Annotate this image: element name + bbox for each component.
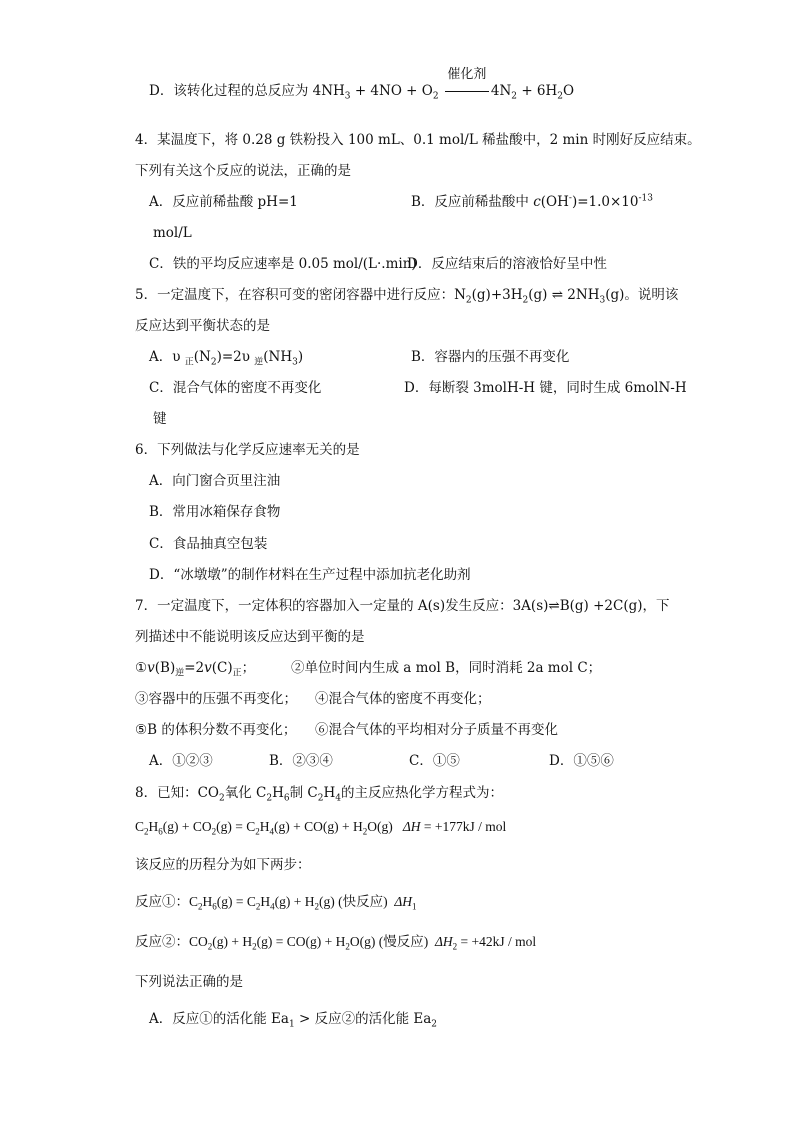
q7-stem-line2: 列描述中不能说明该反应达到平衡的是 [135, 629, 365, 645]
q4-option-b-unit: mol/L [153, 225, 192, 241]
q4-option-c: C．铁的平均反应速率是 0.05 mol/(L·.min) [149, 256, 417, 272]
q6-option-a: A．向门窗合页里注油 [149, 473, 281, 489]
q4-option-b: B．反应前稀盐酸中 $c(OH^-)=1.0\times 10^{-13}$ [411, 193, 653, 210]
q6-option-b: B．常用冰箱保存食物 [149, 504, 281, 520]
q7-statement-4: ④混合气体的密度不再变化； [315, 691, 491, 707]
q7-statement-6: ⑥混合气体的平均相对分子质量不再变化 [315, 722, 558, 738]
q5-stem-line1: 5．一定温度下，在容积可变的密闭容器中进行反应：$N_2(g)+3H_2(g)$ ⇌ $2NH_3(g)$。说明该 [135, 287, 679, 306]
q3-option-d: D．该转化过程的总反应为 $4NH_3 + 4NO + O_2$ 催化剂 $4N_2 + 6H_2O$ [149, 67, 575, 102]
q8-stem: 8．已知：$CO_2$氧化 $C_2H_6$制 $C_2H_4$的主反应热化学方程式为： [135, 785, 503, 804]
q5-option-d-cont: 键 [153, 411, 167, 427]
q8-question: 下列说法正确的是 [135, 974, 243, 990]
q7-option-b: B．②③④ [269, 753, 333, 769]
catalyst-label: 催化剂 [447, 67, 487, 82]
q5-option-c: C．混合气体的密度不再变化 [149, 380, 322, 396]
q5-option-b: B．容器内的压强不再变化 [411, 349, 570, 365]
q7-statement-5: ⑤B 的体积分数不再变化； [135, 722, 297, 738]
q8-reaction-1: 反应①：$C_2H_6(g) = C_2H_4(g) + H_2(g)$ (快反应) $\Delta H_1$ [135, 894, 417, 912]
q4-option-a: A．反应前稀盐酸 pH=1 [149, 194, 298, 210]
q7-option-c: C．①⑤ [409, 753, 460, 769]
q6-option-c: C．食品抽真空包装 [149, 536, 268, 552]
q8-option-a: A．反应①的活化能 $Ea_1$ > 反应②的活化能 $Ea_2$ [149, 1011, 438, 1030]
q7-statement-1: $①v(B)_逆=2v(C)_正$； [135, 660, 256, 679]
q8-process-intro: 该反应的历程分为如下两步： [135, 857, 311, 873]
q5-option-d: D．每断裂 3molH-H 键，同时生成 6molN-H [404, 380, 687, 396]
q7-stem-line1: 7．一定温度下，一定体积的容器加入一定量的 A(s)发生反应：3A(s)⇌B(g) +2C(g)，下 [135, 598, 670, 614]
q6-option-d: D．“冰墩墩”的制作材料在生产过程中添加抗老化助剂 [149, 567, 471, 583]
q5-option-a: A．υ $_正(N_2)=2\upsilon$ $_逆(NH_3)$ [149, 349, 304, 368]
q7-statement-2: ②单位时间内生成 a mol B，同时消耗 2a mol C； [291, 660, 602, 676]
q6-stem: 6．下列做法与化学反应速率无关的是 [135, 442, 360, 458]
q8-reaction-2: 反应②：$CO_2(g) + H_2(g) = CO(g) + H_2O(g)$ (慢反应) $\Delta H_2 = +42kJ$ / mol [135, 934, 537, 952]
q5-stem-line2: 反应达到平衡状态的是 [135, 318, 270, 334]
q8-thermo-equation: $C_2H_6(g) + CO_2(g) = C_2H_4(g) + CO(g) + H_2O(g)$ ΔH = +177kJ / mol [135, 819, 507, 837]
q4-option-d: D．反应结束后的溶液恰好呈中性 [407, 256, 607, 272]
q4-stem-line1: 4．某温度下，将 0.28 g 铁粉投入 100 mL、0.1 mol/L 稀盐酸中，2 min 时刚好反应结束。 [135, 132, 701, 148]
q7-option-d: D．①⑤⑥ [549, 753, 614, 769]
q4-stem-line2: 下列有关这个反应的说法，正确的是 [135, 163, 351, 179]
catalyst-arrow [445, 67, 489, 100]
q7-statement-3: ③容器中的压强不再变化； [135, 691, 297, 707]
q7-option-a: A．①②③ [149, 753, 213, 769]
